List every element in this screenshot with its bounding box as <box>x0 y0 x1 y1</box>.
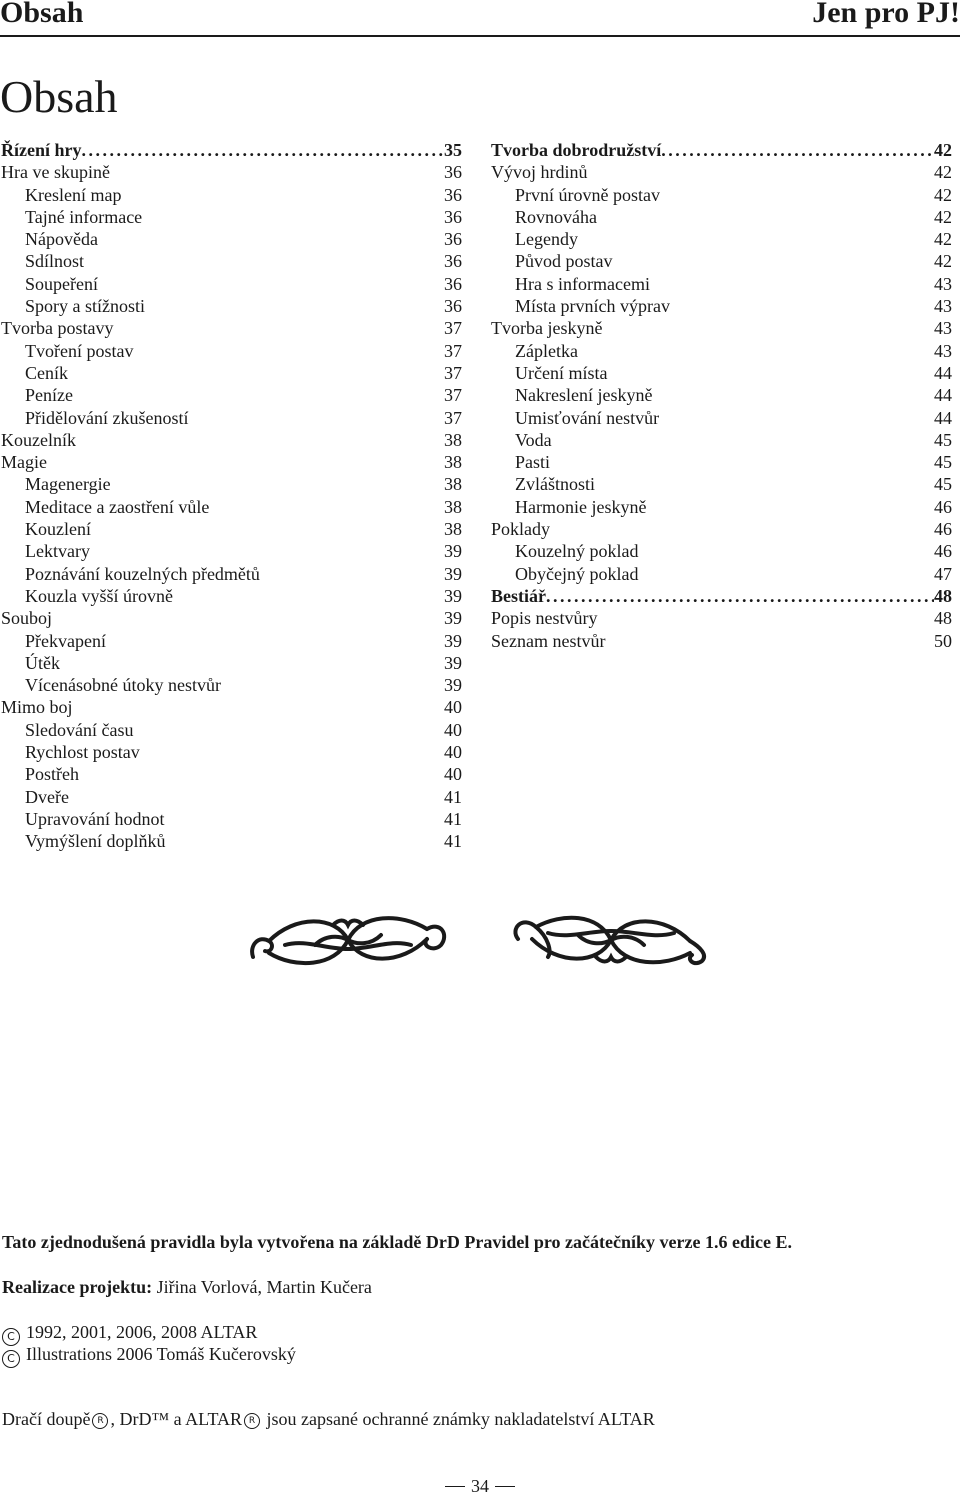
registered-icon: R <box>244 1413 260 1429</box>
toc-entry <box>1 473 462 495</box>
toc-right-column <box>491 139 952 652</box>
toc-entry-page: 41 <box>444 831 462 852</box>
header-section-title: Obsah <box>0 0 84 29</box>
toc-dot-leader <box>661 139 934 161</box>
toc-entry-title: Poznávání kouzelných předmětů <box>25 563 260 584</box>
toc-entry-page: 38 <box>444 452 462 473</box>
copyright-text: 1992, 2001, 2006, 2008 ALTAR <box>26 1322 258 1342</box>
page-number <box>0 1476 960 1497</box>
toc-entry-title: Harmonie jeskyně <box>515 496 647 517</box>
credits-project <box>2 1277 372 1298</box>
toc-chapter-entry <box>491 139 952 161</box>
copyright-icon: C <box>2 1328 20 1346</box>
toc-entry-page: 37 <box>444 340 462 361</box>
toc-entry-title: Voda <box>515 429 552 450</box>
toc-entry-title: Lektvary <box>25 541 90 562</box>
toc-entry-page: 45 <box>934 429 952 450</box>
toc-entry <box>1 808 462 830</box>
toc-entry <box>1 607 462 629</box>
toc-entry <box>1 696 462 718</box>
toc-entry <box>1 563 462 585</box>
toc-entry-page: 36 <box>444 206 462 227</box>
toc-entry-page: 47 <box>934 563 952 584</box>
toc-entry <box>1 496 462 518</box>
toc-entry <box>491 473 952 495</box>
toc-entry-page: 43 <box>934 273 952 294</box>
toc-entry <box>1 228 462 250</box>
toc-entry <box>1 206 462 228</box>
toc-entry-title: Místa prvních výprav <box>515 296 670 317</box>
toc-entry-page: 42 <box>934 206 952 227</box>
toc-entry-title: Tvorba dobrodružství <box>491 140 662 160</box>
toc-entry-title: Přidělování zkušeností <box>25 407 189 428</box>
toc-entry-page: 50 <box>934 630 952 651</box>
toc-entry-page: 39 <box>444 608 462 629</box>
toc-entry <box>491 563 952 585</box>
toc-entry-title: Bestiář <box>491 585 546 606</box>
toc-entry <box>1 585 462 607</box>
toc-entry-title: Určení místa <box>515 362 608 383</box>
illustrations-copyright-line <box>2 1344 296 1368</box>
toc-entry-page: 38 <box>444 474 462 495</box>
toc-chapter-entry <box>1 139 462 161</box>
toc-entry-title: Kouzla vyšší úrovně <box>25 585 173 606</box>
toc-entry-title: Kouzlení <box>25 519 91 540</box>
toc-entry <box>1 741 462 763</box>
toc-entry-page: 43 <box>934 296 952 317</box>
toc-entry-title: Tvorba postavy <box>1 318 114 339</box>
toc-entry-page: 39 <box>444 541 462 562</box>
toc-entry-title: Zápletka <box>515 340 578 361</box>
toc-entry <box>1 384 462 406</box>
toc-entry-page: 41 <box>444 808 462 829</box>
toc-entry-page: 46 <box>934 496 952 517</box>
toc-entry-title: Soupeření <box>25 273 98 294</box>
toc-entry-page: 36 <box>444 296 462 317</box>
toc-entry-page: 37 <box>444 407 462 428</box>
toc-entry-page: 42 <box>934 251 952 272</box>
toc-entry-page: 40 <box>444 742 462 763</box>
header-rule <box>0 35 960 37</box>
ornament-flourish-icon <box>245 905 451 975</box>
trademark-part: , DrD™ a ALTAR <box>110 1409 242 1429</box>
toc-entry-title: Obyčejný poklad <box>515 563 639 584</box>
toc-entry-page: 35 <box>444 140 462 160</box>
toc-entry <box>491 184 952 206</box>
toc-entry-page: 45 <box>934 452 952 473</box>
toc-entry <box>1 407 462 429</box>
toc-entry <box>1 540 462 562</box>
toc-entry-page: 42 <box>934 140 952 160</box>
toc-entry <box>1 429 462 451</box>
toc-entry-page: 44 <box>934 407 952 428</box>
toc-entry <box>1 763 462 785</box>
toc-entry-title: Sledování času <box>25 719 134 740</box>
page-title: Obsah <box>0 71 118 122</box>
toc-entry-page: 38 <box>444 429 462 450</box>
toc-entry <box>491 630 952 652</box>
toc-entry <box>491 340 952 362</box>
toc-entry-page: 40 <box>444 719 462 740</box>
toc-entry-title: První úrovně postav <box>515 184 660 205</box>
toc-entry-page: 43 <box>934 340 952 361</box>
toc-entry-page: 42 <box>934 162 952 183</box>
toc-entry <box>491 362 952 384</box>
toc-entry <box>491 317 952 339</box>
toc-entry <box>491 607 952 629</box>
toc-entry <box>1 161 462 183</box>
illustrations-copyright-text: Illustrations 2006 Tomáš Kučerovský <box>26 1344 296 1364</box>
toc-entry-title: Souboj <box>1 608 53 629</box>
toc-dot-leader <box>546 585 934 607</box>
toc-entry-title: Upravování hodnot <box>25 808 165 829</box>
toc-entry-title: Sdílnost <box>25 251 85 272</box>
toc-entry-title: Hra ve skupině <box>1 162 110 183</box>
toc-entry-title: Kouzelník <box>1 429 76 450</box>
toc-entry-title: Nakreslení jeskyně <box>515 385 653 406</box>
toc-entry <box>491 273 952 295</box>
toc-entry <box>1 295 462 317</box>
toc-entry-title: Dveře <box>25 786 69 807</box>
toc-entry <box>1 830 462 852</box>
toc-entry-page: 36 <box>444 162 462 183</box>
toc-entry-page: 39 <box>444 652 462 673</box>
toc-entry-title: Pasti <box>515 452 551 473</box>
toc-entry-title: Vymýšlení doplňků <box>25 831 166 852</box>
toc-entry-page: 36 <box>444 184 462 205</box>
toc-entry-title: Původ postav <box>515 251 613 272</box>
toc-entry-title: Umisťování nestvůr <box>515 407 660 428</box>
toc-entry-page: 38 <box>444 496 462 517</box>
toc-entry-title: Tajné informace <box>25 206 143 227</box>
toc-entry-title: Magie <box>1 452 47 473</box>
toc-entry <box>1 674 462 696</box>
toc-entry <box>1 362 462 384</box>
toc-entry-page: 45 <box>934 474 952 495</box>
toc-entry-title: Kouzelný poklad <box>515 541 639 562</box>
toc-entry-page: 46 <box>934 519 952 540</box>
toc-entry-title: Rovnováha <box>515 206 597 227</box>
credits-project-label: Realizace projektu: <box>2 1277 153 1297</box>
trademark-part: Dračí doupě <box>2 1409 91 1429</box>
toc-entry-title: Tvoření postav <box>25 340 134 361</box>
toc-entry-title: Poklady <box>491 519 551 540</box>
toc-entry-title: Kreslení map <box>25 184 122 205</box>
toc-entry <box>491 451 952 473</box>
toc-entry-page: 41 <box>444 786 462 807</box>
toc-entry-page: 38 <box>444 519 462 540</box>
toc-entry-title: Legendy <box>515 229 578 250</box>
toc-entry-page: 46 <box>934 541 952 562</box>
toc-entry-page: 43 <box>934 318 952 339</box>
toc-entry-page: 36 <box>444 273 462 294</box>
toc-entry-title: Tvorba jeskyně <box>491 318 603 339</box>
toc-entry-title: Překvapení <box>25 630 106 651</box>
toc-entry-page: 39 <box>444 675 462 696</box>
toc-entry-page: 42 <box>934 184 952 205</box>
toc-entry-page: 36 <box>444 251 462 272</box>
toc-entry-page: 37 <box>444 318 462 339</box>
toc-entry <box>491 540 952 562</box>
toc-left-column <box>1 139 462 853</box>
toc-entry-page: 48 <box>934 608 952 629</box>
toc-entry-page: 39 <box>444 630 462 651</box>
copyright-icon: C <box>2 1350 20 1368</box>
toc-entry-page: 40 <box>444 697 462 718</box>
toc-entry <box>491 295 952 317</box>
toc-entry-title: Ceník <box>25 362 68 383</box>
toc-entry-title: Vícenásobné útoky nestvůr <box>25 675 221 696</box>
credits-project-authors: Jiřina Vorlová, Martin Kučera <box>152 1277 372 1297</box>
trademark-line <box>2 1409 655 1430</box>
page-number-value: 34 <box>471 1476 489 1496</box>
toc-entry-page: 44 <box>934 385 952 406</box>
header-audience-note: Jen pro PJ! <box>812 0 960 29</box>
toc-entry <box>1 630 462 652</box>
toc-entry-title: Hra s informacemi <box>515 273 650 294</box>
toc-entry <box>1 518 462 540</box>
page-number-dash <box>445 1486 465 1487</box>
toc-entry-title: Vývoj hrdinů <box>491 162 588 183</box>
toc-entry <box>491 228 952 250</box>
trademark-part: jsou zapsané ochranné známky nakladatelství ALTAR <box>262 1409 655 1429</box>
toc-entry-page: 39 <box>444 585 462 606</box>
toc-entry-title: Peníze <box>25 385 73 406</box>
credits-basis-note: Tato zjednodušená pravidla byla vytvořena na základě DrD Pravidel pro začátečníky verze 1.6 edice E. <box>2 1232 792 1252</box>
toc-entry-title: Magenergie <box>25 474 111 495</box>
toc-entry-title: Popis nestvůry <box>491 608 598 629</box>
toc-entry <box>1 451 462 473</box>
toc-entry <box>1 652 462 674</box>
toc-dot-leader <box>82 139 445 161</box>
toc-entry <box>491 496 952 518</box>
toc-entry <box>1 250 462 272</box>
toc-entry-page: 37 <box>444 385 462 406</box>
toc-entry <box>491 407 952 429</box>
toc-entry <box>491 429 952 451</box>
toc-entry-title: Mimo boj <box>1 697 73 718</box>
toc-entry-title: Spory a stížnosti <box>25 296 145 317</box>
toc-entry-page: 48 <box>934 585 952 606</box>
toc-entry-title: Meditace a zaostření vůle <box>25 496 210 517</box>
toc-entry <box>1 184 462 206</box>
toc-entry <box>1 340 462 362</box>
toc-entry <box>491 518 952 540</box>
toc-entry-page: 40 <box>444 764 462 785</box>
toc-entry-title: Nápověda <box>25 229 98 250</box>
page-number-dash <box>495 1486 515 1487</box>
toc-entry-page: 39 <box>444 563 462 584</box>
copyright-line <box>2 1322 257 1346</box>
toc-chapter-entry <box>491 585 952 607</box>
toc-entry-page: 36 <box>444 229 462 250</box>
ornament-flourish-icon <box>508 905 714 975</box>
toc-entry-title: Seznam nestvůr <box>491 630 606 651</box>
toc-entry-title: Zvláštnosti <box>515 474 595 495</box>
toc-entry <box>1 273 462 295</box>
toc-entry-title: Útěk <box>25 652 60 673</box>
toc-entry <box>491 250 952 272</box>
registered-icon: R <box>92 1413 108 1429</box>
toc-entry-title: Postřeh <box>25 764 79 785</box>
toc-entry-title: Rychlost postav <box>25 742 140 763</box>
toc-entry <box>491 161 952 183</box>
toc-entry <box>1 317 462 339</box>
toc-entry <box>1 719 462 741</box>
toc-entry-title: Řízení hry <box>1 140 82 160</box>
toc-entry-page: 44 <box>934 362 952 383</box>
toc-entry <box>491 384 952 406</box>
toc-entry-page: 42 <box>934 229 952 250</box>
toc-entry <box>491 206 952 228</box>
toc-entry <box>1 786 462 808</box>
toc-entry-page: 37 <box>444 362 462 383</box>
